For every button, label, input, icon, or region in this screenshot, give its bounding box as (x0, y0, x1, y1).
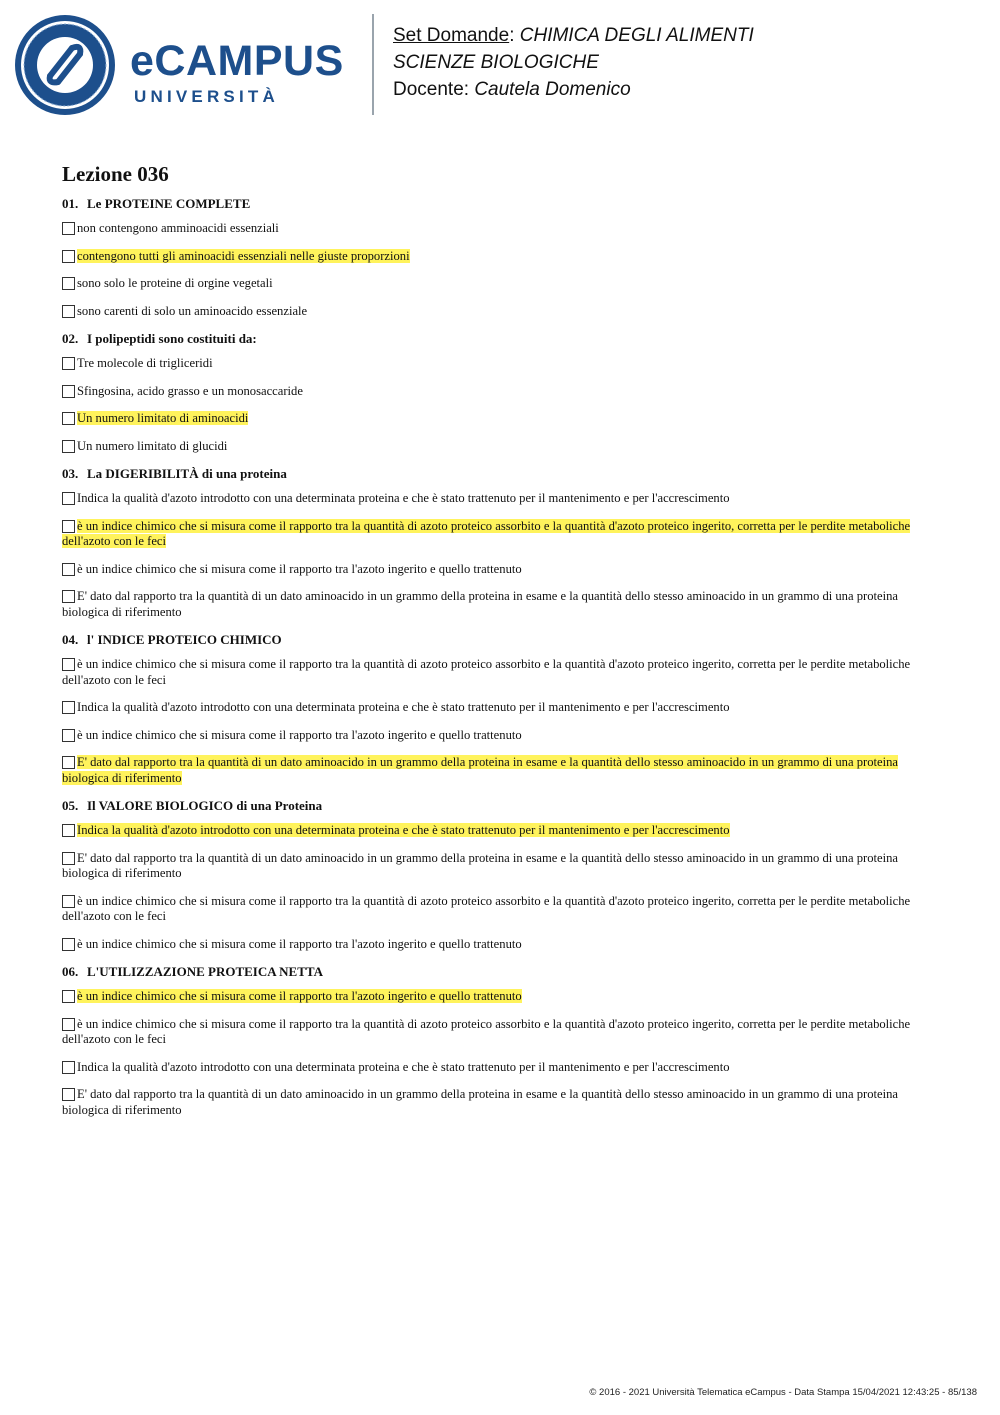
set-separator: : (509, 25, 520, 46)
question-title (62, 196, 922, 212)
answer-option[interactable] (62, 1060, 922, 1076)
answer-option[interactable] (62, 304, 922, 320)
question-block (62, 798, 922, 952)
answer-text-correct: contengono tutti gli aminoacidi essenziali nelle giuste proporzioni (77, 248, 410, 263)
brand-name: eCAMPUS (130, 37, 344, 85)
ecampus-seal-logo (14, 14, 116, 116)
answer-text: Tre molecole di trigliceridi (77, 356, 213, 370)
answer-option[interactable] (62, 894, 922, 925)
question-number: 02. (62, 331, 79, 346)
answer-text-correct: Indica la qualità d'azoto introdotto con una determinata proteina e che è stato trattenuto per il mantenimento e per l'accrescimento (77, 823, 730, 837)
answer-option[interactable] (62, 276, 922, 292)
question-text: L'UTILIZZAZIONE PROTEICA NETTA (87, 964, 323, 979)
answer-checkbox[interactable] (62, 520, 75, 533)
question-number: 06. (62, 964, 79, 979)
answer-text: Indica la qualità d'azoto introdotto con una determinata proteina e che è stato trattenuto per il mantenimento e per l'accrescimento (77, 491, 730, 505)
question-block (62, 632, 922, 786)
question-text: l' INDICE PROTEICO CHIMICO (87, 632, 282, 647)
answer-checkbox[interactable] (62, 1061, 75, 1074)
question-text: Il VALORE BIOLOGICO di una Proteina (87, 798, 323, 813)
answer-checkbox[interactable] (62, 412, 75, 425)
answer-text: è un indice chimico che si misura come il rapporto tra la quantità di azoto proteico assorbito e la quantità d'azoto proteico ingerito, corretta per le perdite metaboliche dell'azoto con le feci (62, 1016, 911, 1046)
teacher-label: Docente: (393, 79, 475, 100)
course-info (393, 22, 754, 103)
answer-option[interactable] (62, 823, 922, 839)
answer-option[interactable] (62, 589, 922, 620)
answer-option[interactable] (62, 356, 922, 372)
answer-checkbox[interactable] (62, 440, 75, 453)
answer-checkbox[interactable] (62, 824, 75, 837)
answer-option[interactable] (62, 411, 922, 427)
answer-option[interactable] (62, 657, 922, 688)
answer-text-correct: è un indice chimico che si misura come il rapporto tra l'azoto ingerito e quello trattenuto (77, 989, 522, 1003)
answer-text: Sfingosina, acido grasso e un monosaccaride (77, 383, 303, 398)
answer-text: Indica la qualità d'azoto introdotto con una determinata proteina e che è stato trattenuto per il mantenimento e per l'accrescimento (77, 1059, 730, 1074)
answer-option[interactable] (62, 989, 922, 1005)
question-text: La DIGERIBILITÀ di una proteina (87, 466, 287, 481)
answer-checkbox[interactable] (62, 590, 75, 603)
answer-option[interactable] (62, 491, 922, 507)
header-divider (372, 14, 374, 115)
answer-option[interactable] (62, 728, 922, 744)
answer-text: è un indice chimico che si misura come il rapporto tra la quantità di azoto proteico assorbito e la quantità d'azoto proteico ingerito, corretta per le perdite metaboliche dell'azoto con le feci (62, 657, 911, 687)
question-text: I polipeptidi sono costituiti da: (87, 331, 257, 346)
answer-checkbox[interactable] (62, 729, 75, 742)
question-title (62, 798, 922, 814)
question-title (62, 466, 922, 482)
answer-checkbox[interactable] (62, 756, 75, 769)
answer-checkbox[interactable] (62, 385, 75, 398)
page-header (0, 0, 1000, 130)
answer-text: è un indice chimico che si misura come il rapporto tra l'azoto ingerito e quello trattenuto (77, 561, 522, 576)
answer-text: E' dato dal rapporto tra la quantità di un dato aminoacido in un grammo della proteina in esame e la quantità dello stesso aminoacido in un grammo di una proteina biologica di riferimento (62, 850, 898, 880)
answer-text-correct: è un indice chimico che si misura come il rapporto tra la quantità di azoto proteico assorbito e la quantità d'azoto proteico ingerito, corretta per le perdite metaboliche dell'azoto con le feci (62, 518, 911, 548)
question-text: Le PROTEINE COMPLETE (87, 196, 251, 211)
question-number: 04. (62, 632, 79, 647)
brand-subtitle: UNIVERSITÀ (134, 87, 279, 106)
answer-text: è un indice chimico che si misura come il rapporto tra la quantità di azoto proteico assorbito e la quantità d'azoto proteico ingerito, corretta per le perdite metaboliche dell'azoto con le feci (62, 893, 911, 923)
answer-option[interactable] (62, 221, 922, 237)
ecampus-wordmark (130, 37, 344, 107)
question-number: 03. (62, 466, 79, 481)
answer-text-correct: E' dato dal rapporto tra la quantità di un dato aminoacido in un grammo della proteina in esame e la quantità dello stesso aminoacido in un grammo di una proteina biologica di riferimento (62, 755, 898, 785)
answer-checkbox[interactable] (62, 222, 75, 235)
answer-checkbox[interactable] (62, 895, 75, 908)
answer-text: è un indice chimico che si misura come il rapporto tra l'azoto ingerito e quello trattenuto (77, 936, 522, 951)
answer-option[interactable] (62, 937, 922, 953)
answer-text: è un indice chimico che si misura come il rapporto tra l'azoto ingerito e quello trattenuto (77, 727, 522, 742)
answer-checkbox[interactable] (62, 938, 75, 951)
answer-option[interactable] (62, 851, 922, 882)
answer-checkbox[interactable] (62, 563, 75, 576)
answer-option[interactable] (62, 1017, 922, 1048)
degree-name: SCIENZE BIOLOGICHE (393, 52, 599, 73)
answer-checkbox[interactable] (62, 1018, 75, 1031)
answer-text: Indica la qualità d'azoto introdotto con una determinata proteina e che è stato trattenuto per il mantenimento e per l'accrescimento (77, 700, 730, 714)
answer-option[interactable] (62, 439, 922, 455)
answer-text: E' dato dal rapporto tra la quantità di un dato aminoacido in un grammo della proteina in esame e la quantità dello stesso aminoacido in un grammo di una proteina biologica di riferimento (62, 1087, 898, 1117)
answer-option[interactable] (62, 700, 922, 716)
answer-checkbox[interactable] (62, 305, 75, 318)
answer-checkbox[interactable] (62, 852, 75, 865)
teacher-name: Cautela Domenico (474, 79, 631, 100)
question-title (62, 632, 922, 648)
answer-text: sono solo le proteine di orgine vegetali (77, 276, 273, 290)
answer-text: E' dato dal rapporto tra la quantità di un dato aminoacido in un grammo della proteina in esame e la quantità dello stesso aminoacido in un grammo di una proteina biologica di riferimento (62, 589, 898, 619)
question-block (62, 964, 922, 1118)
answer-checkbox[interactable] (62, 658, 75, 671)
answer-option[interactable] (62, 1087, 922, 1118)
answer-option[interactable] (62, 519, 922, 550)
set-label: Set Domande (393, 25, 510, 46)
question-block (62, 196, 922, 319)
question-title (62, 331, 922, 347)
question-block (62, 331, 922, 454)
answer-checkbox[interactable] (62, 492, 75, 505)
question-number: 01. (62, 196, 79, 211)
answer-text: non contengono amminoacidi essenziali (77, 221, 279, 235)
answer-checkbox[interactable] (62, 250, 75, 263)
answer-text: Un numero limitato di glucidi (77, 438, 228, 453)
course-name: CHIMICA DEGLI ALIMENTI (519, 25, 754, 46)
answer-checkbox[interactable] (62, 357, 75, 370)
question-list (62, 196, 922, 1118)
answer-option[interactable] (62, 384, 922, 400)
lesson-title: Lezione 036 (62, 162, 169, 186)
answer-option[interactable] (62, 249, 922, 265)
quiz-content (62, 160, 922, 1130)
answer-option[interactable] (62, 562, 922, 578)
answer-text: sono carenti di solo un aminoacido essenziale (77, 303, 308, 318)
question-block (62, 466, 922, 620)
answer-checkbox[interactable] (62, 277, 75, 290)
question-title (62, 964, 922, 980)
answer-option[interactable] (62, 755, 922, 786)
question-number: 05. (62, 798, 79, 813)
answer-text-correct: Un numero limitato di aminoacidi (77, 411, 249, 425)
page-footer: © 2016 - 2021 Università Telematica eCampus - Data Stampa 15/04/2021 12:43:25 - 85/138 (589, 1387, 977, 1398)
answer-checkbox[interactable] (62, 701, 75, 714)
answer-checkbox[interactable] (62, 1088, 75, 1101)
answer-checkbox[interactable] (62, 990, 75, 1003)
